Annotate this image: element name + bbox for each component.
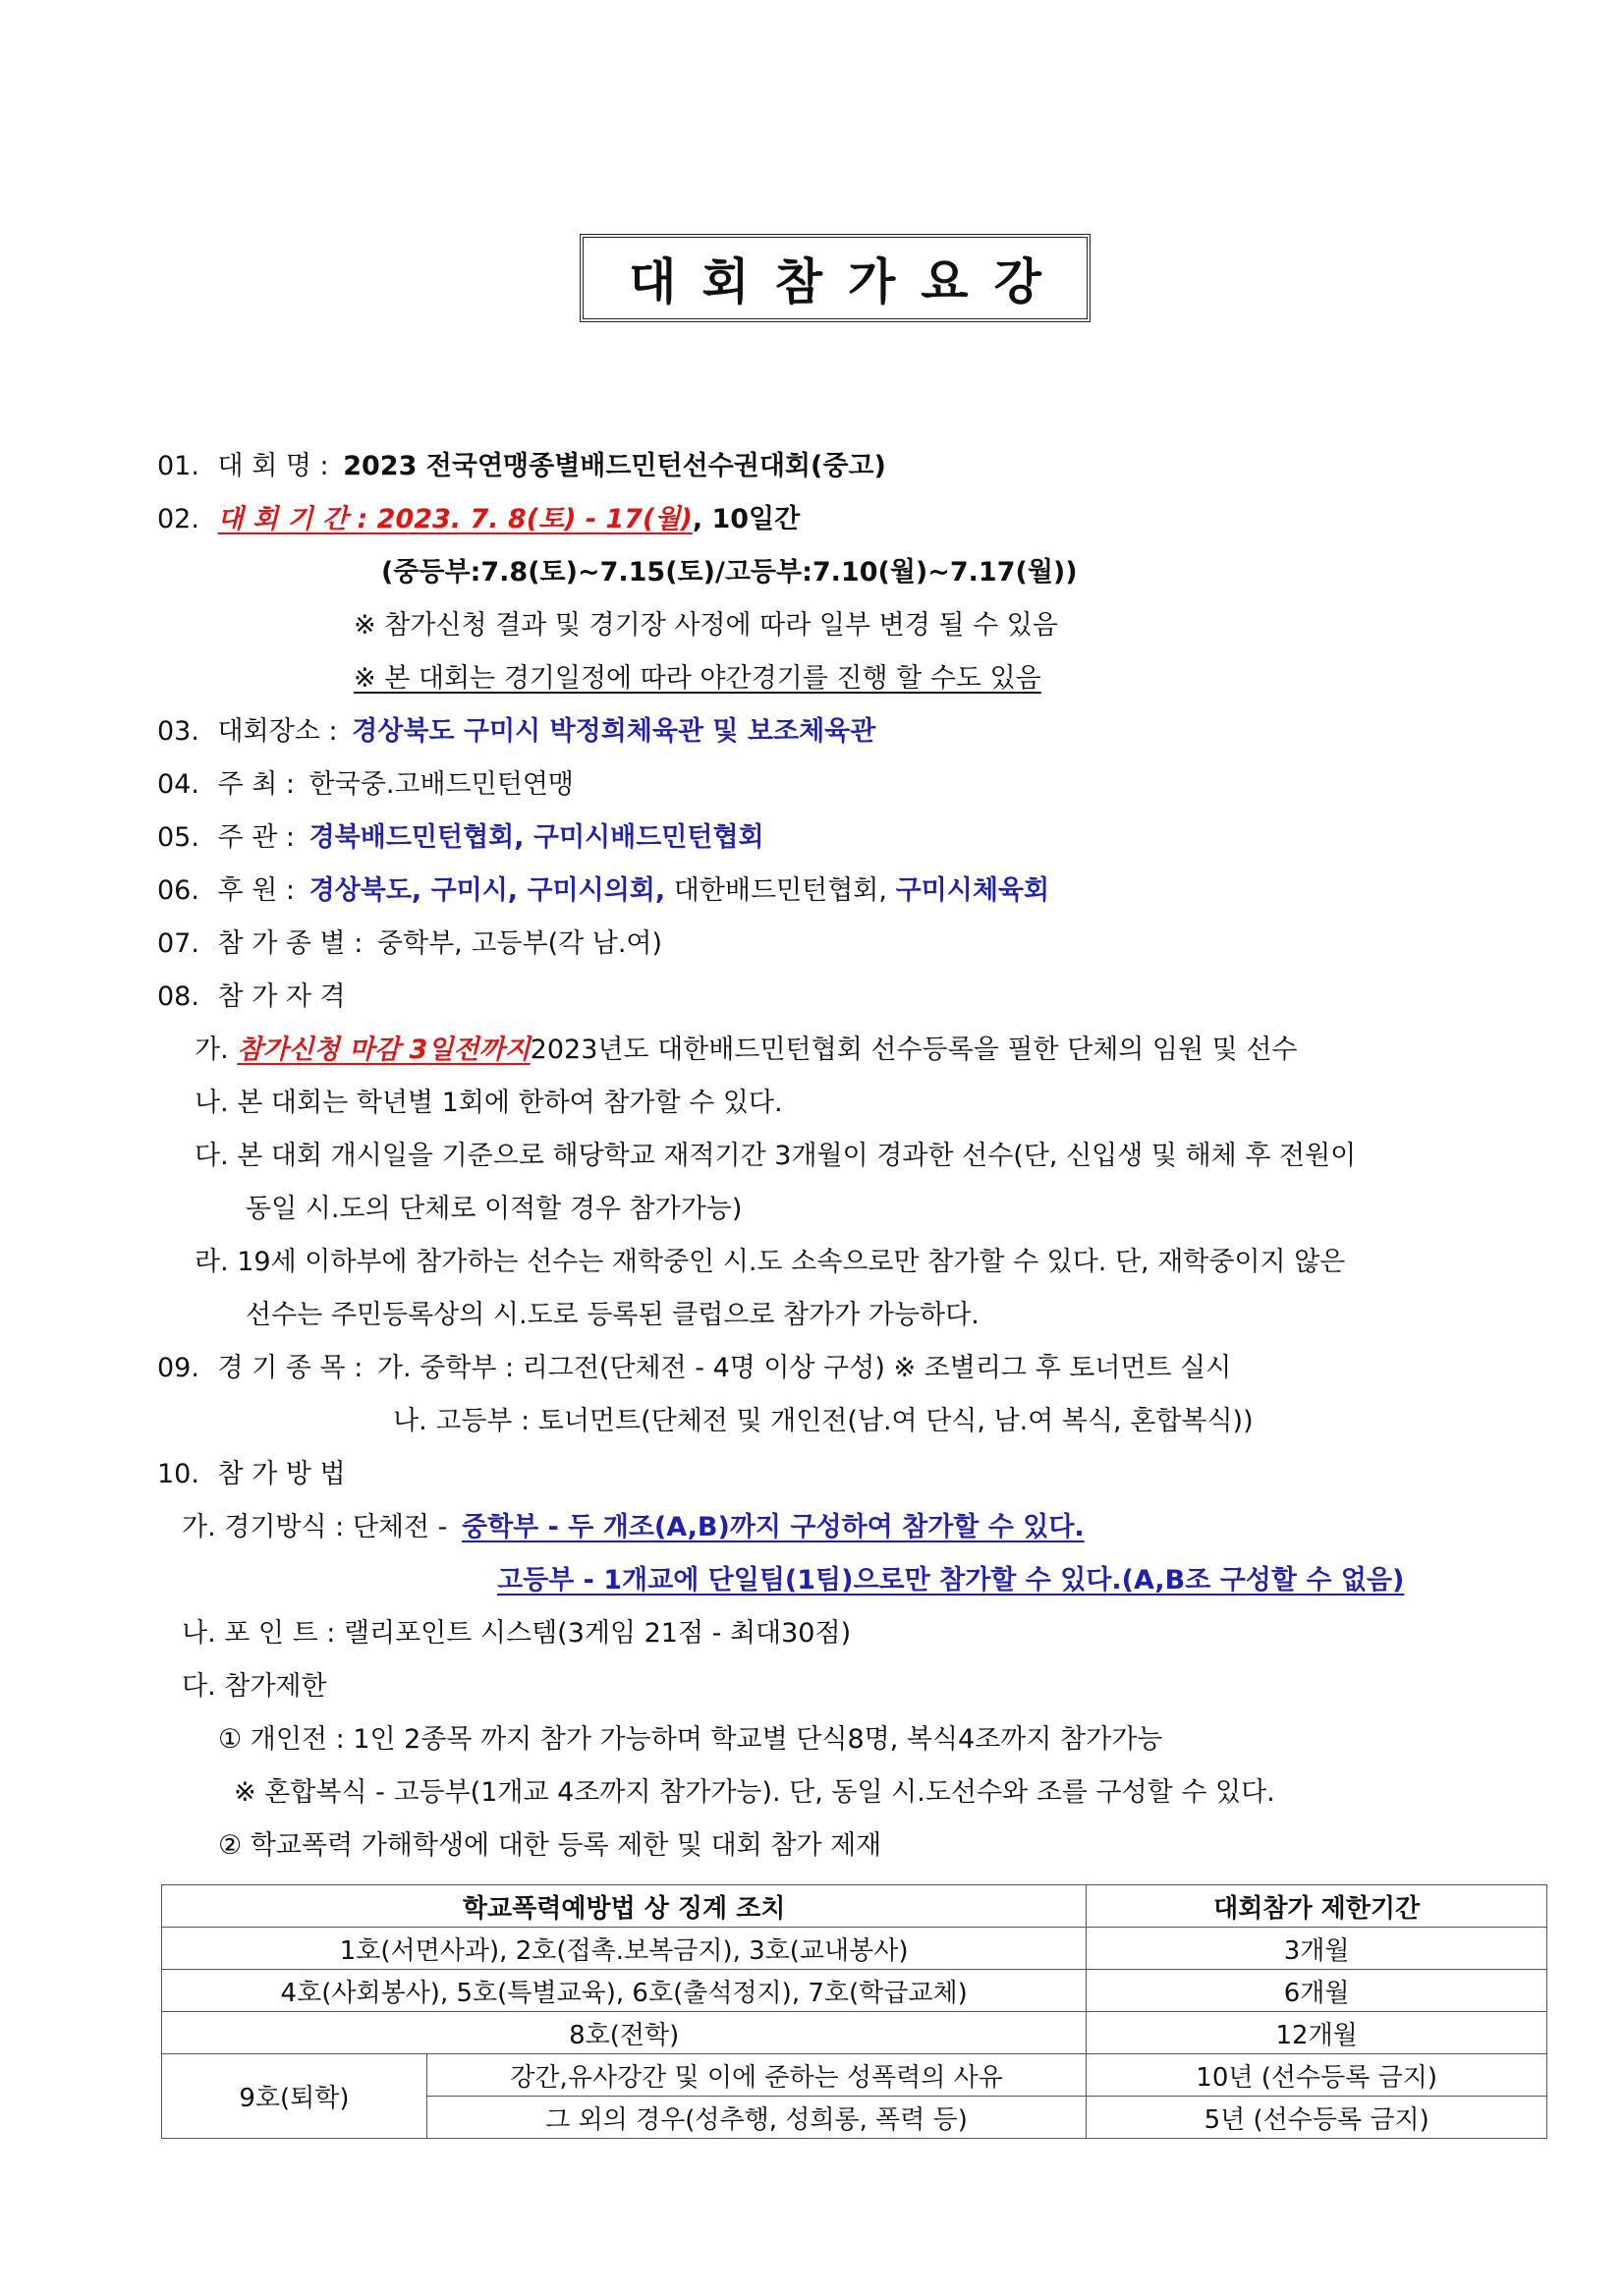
events-middle: 가. 중학부 : 리그전(단체전 - 4명 이상 구성) ※ 조별리그 후 토너먼트 실시 [376,1353,1232,1383]
discipline-table [161,1884,1547,2139]
table-header-row [162,1885,1547,1928]
method-ga-label: 가. 경기방식 : 단체전 - [182,1512,448,1542]
table-cell-period: 6개월 [1087,1970,1547,2012]
table-cell-period: 12개월 [1087,2012,1547,2054]
method-limits: 다. 참가제한 [182,1671,327,1702]
table-header-period: 대회참가 제한기간 [1087,1885,1547,1928]
eligibility-ga-text: 2023년도 대한배드민턴협회 선수등록을 필한 단체의 임원 및 선수 [530,1035,1298,1065]
item-10 [157,1457,346,1492]
limit-violence: ② 학교폭력 가해학생에 대한 등록 제한 및 대회 참가 제재 [218,1830,882,1861]
item-09 [157,1351,1231,1386]
sponsor-plain: 대한배드민턴협회, [673,875,887,906]
table-cell-measure: 1호(서면사과), 2호(접촉.보복금지), 3호(교내봉사) [162,1928,1087,1970]
method-ga [182,1510,1085,1545]
item-number: 08. [157,981,199,1012]
table-cell-subcase: 강간,유사강간 및 이에 준하는 성폭력의 사유 [426,2054,1087,2097]
categories: 중학부, 고등부(각 남.여) [376,928,663,959]
limit-mixed-note: ※ 혼합복식 - 고등부(1개교 4조까지 참가가능). 단, 동일 시.도선수와 조를 구성할 수 있다. [234,1777,1275,1808]
organizer: 경북배드민턴협회, 구미시배드민턴협회 [308,822,764,853]
table-row [162,2012,1547,2054]
period-note-2: ※ 본 대회는 경기일정에 따라 야간경기를 진행 할 수도 있음 [354,663,1041,694]
item-01 [157,449,886,484]
method-middle: 중학부 - 두 개조(A,B)까지 구성하여 참가할 수 있다. [462,1512,1085,1542]
venue: 경상북도 구미시 박정희체육관 및 보조체육관 [352,716,876,747]
method-high: 고등부 - 1개교에 단일팀(1팀)으로만 참가할 수 있다.(A,B조 구성할 수 없음) [497,1565,1405,1596]
table-cell-period: 5년 (선수등록 금지) [1087,2097,1547,2139]
item-number: 10. [157,1459,199,1489]
sponsor-blue-2: 구미시체육회 [895,875,1050,906]
eligibility-ra-2: 선수는 주민등록상의 시.도로 등록된 클럽으로 참가가 가능하다. [246,1300,980,1330]
item-number: 07. [157,928,199,959]
title-box [580,234,1091,322]
item-label: 참 가 자 격 [217,981,346,1012]
item-number: 03. [157,716,199,747]
item-number: 04. [157,769,199,800]
eligibility-ga-prefix: 가. [195,1035,229,1065]
item-05 [157,820,764,856]
sponsor-blue-1: 경상북도, 구미시, 구미시의회, [308,875,666,906]
event-name: 2023 전국연맹종별배드민턴선수권대회(중고) [343,451,886,481]
table-header-measure: 학교폭력예방법 상 징계 조치 [162,1885,1087,1928]
eligibility-ga [195,1033,1298,1068]
item-08 [157,980,346,1015]
item-label: 경 기 종 목 : [217,1353,364,1383]
event-period: 대 회 기 간 : 2023. 7. 8(토) - 17(월) [217,504,693,534]
item-label: 주 최 : [217,769,295,800]
item-label: 대회장소 : [217,716,338,747]
host: 한국중.고배드민턴연맹 [308,769,574,800]
table-cell-period: 3개월 [1087,1928,1547,1970]
eligibility-ra-1: 라. 19세 이하부에 참가하는 선수는 재학중인 시.도 소속으로만 참가할 수 있다. 단, 재학중이지 않은 [195,1247,1346,1277]
table-cell-measure: 4호(사회봉사), 5호(특별교육), 6호(출석정지), 7호(학급교체) [162,1970,1087,2012]
item-number: 01. [157,451,199,481]
table-cell-measure: 8호(전학) [162,2012,1087,2054]
period-note-1: ※ 참가신청 결과 및 경기장 사정에 따라 일부 변경 될 수 있음 [354,610,1058,641]
table-row [162,2054,1547,2097]
item-label: 참 가 방 법 [217,1459,346,1489]
events-high: 나. 고등부 : 토너먼트(단체전 및 개인전(남.여 단식, 남.여 복식, 혼합복식)) [393,1406,1254,1436]
table-cell-expulsion: 9호(퇴학) [162,2054,427,2139]
item-label: 대 회 명 : [217,451,329,481]
item-number: 02. [157,504,199,534]
limit-individual: ① 개인전 : 1인 2종목 까지 참가 가능하며 학교별 단식8명, 복식4조까지 참가가능 [218,1724,1163,1755]
event-duration: , 10일간 [692,504,801,534]
table-row [162,1928,1547,1970]
page-title: 대회참가요강 [629,253,1067,310]
table-cell-subcase: 그 외의 경우(성추행, 성희롱, 폭력 등) [426,2097,1087,2139]
item-number: 06. [157,875,199,906]
item-04 [157,767,574,803]
table-cell-period: 10년 (선수등록 금지) [1087,2054,1547,2097]
table-row [162,1970,1547,2012]
item-03 [157,714,875,750]
item-07 [157,926,662,962]
method-points: 나. 포 인 트 : 랠리포인트 시스템(3게임 21점 - 최대30점) [182,1618,852,1649]
eligibility-deadline: 참가신청 마감 3일전까지 [237,1035,531,1065]
eligibility-na: 나. 본 대회는 학년별 1회에 한하여 참가할 수 있다. [195,1088,783,1118]
item-number: 05. [157,822,199,853]
eligibility-da-2: 동일 시.도의 단체로 이적할 경우 참가가능) [246,1194,743,1224]
period-detail: (중등부:7.8(토)~7.15(토)/고등부:7.10(월)~7.17(월)) [381,557,1078,588]
item-label: 주 관 : [217,822,295,853]
item-label: 참 가 종 별 : [217,928,364,959]
item-02 [157,502,800,537]
item-06 [157,873,1049,909]
item-number: 09. [157,1353,199,1383]
eligibility-da-1: 다. 본 대회 개시일을 기준으로 해당학교 재적기간 3개월이 경과한 선수(단, 신입생 및 해체 후 전원이 [195,1141,1357,1171]
item-label: 후 원 : [217,875,295,906]
